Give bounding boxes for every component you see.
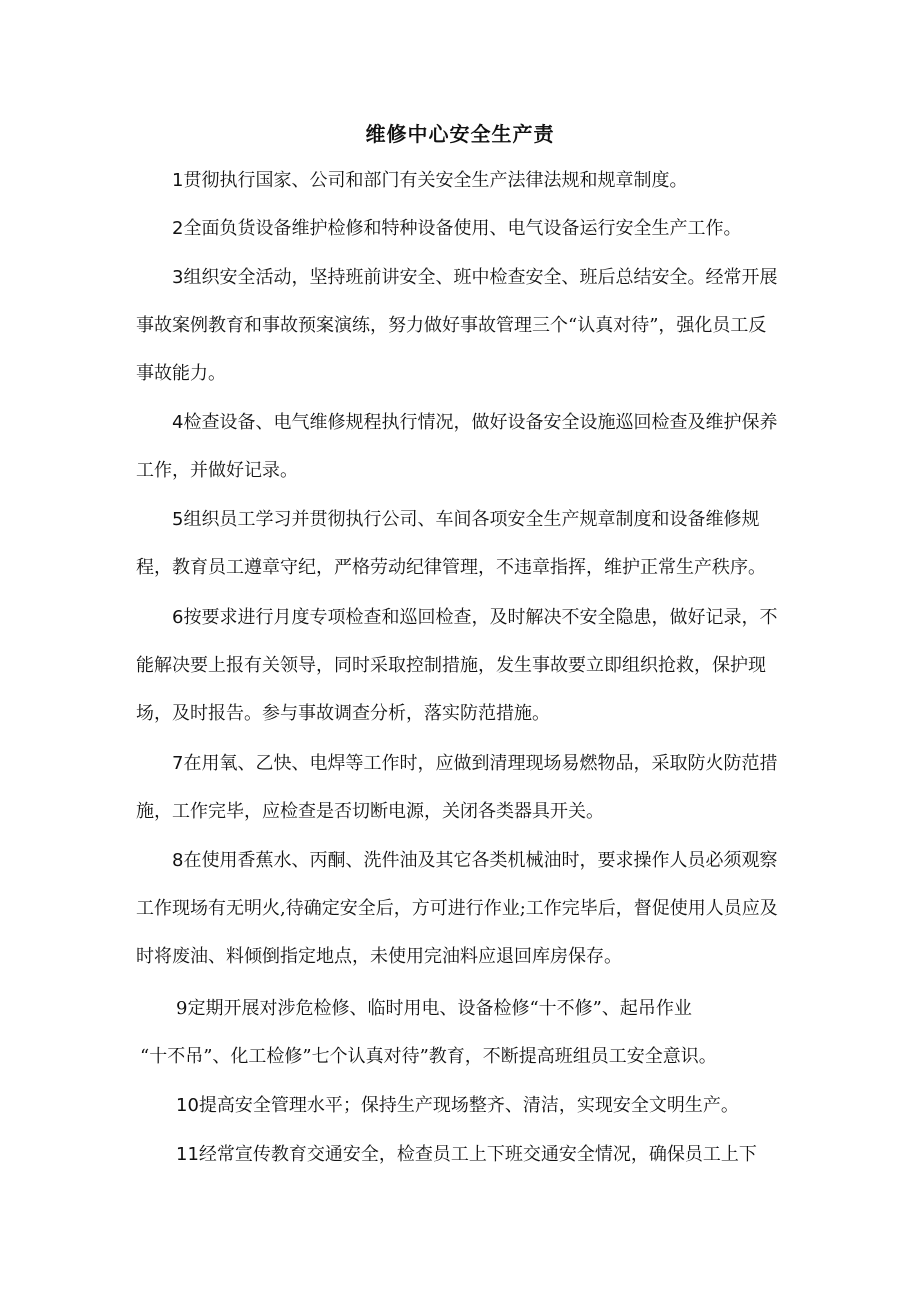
item-text: 全面负货设备维护检修和特种设备使用、电气设备运行安全生产工作。 <box>183 218 742 239</box>
item-text: 经常宣传教育交通安全，检查员工上下班交通安全情况，确保员工上下 <box>198 1144 757 1165</box>
item-number: 6 <box>172 607 184 628</box>
list-item <box>136 594 784 738</box>
item-number: 11 <box>176 1144 199 1165</box>
item-text: 组织安全活动，坚持班前讲安全、班中检查安全、班后总结安全。经常开展事故案例教育和事故预案演练，努力做好事故管理三个“认真对待”，强化员工反事故能力。 <box>136 267 778 384</box>
item-text: 检查设备、电气维修规程执行情况，做好设备安全设施巡回检查及维护保养工作，并做好记录。 <box>136 412 778 481</box>
item-number: 10 <box>176 1095 199 1116</box>
list-item <box>136 157 784 205</box>
item-text: 在使用香蕉水、丙酮、洗件油及其它各类机械油时，要求操作人员必须观察工作现场有无明火,待确定安全后，方可进行作业;工作完毕后，督促使用人员应及时将废油、料倾倒指定地点，未使用完油料应退回库房保存。 <box>136 850 778 967</box>
list-item <box>136 1131 784 1179</box>
list-item <box>136 1082 784 1130</box>
item-number: 5 <box>172 509 184 530</box>
item-text: 提高安全管理水平；保持生产现场整齐、清洁，实现安全文明生产。 <box>198 1095 739 1116</box>
item-number: 2 <box>172 218 184 239</box>
list-item <box>136 837 784 981</box>
item-text: 按要求进行月度专项检查和巡回检查，及时解决不安全隐患，做好记录，不能解决要上报有关领导，同时采取控制措施，发生事故要立即组织抢救，保护现场，及时报告。参与事故调查分析，落实防范措施。 <box>136 607 778 724</box>
item-number: 8 <box>172 850 184 871</box>
item-text-continued: “十不吊”、化工检修”七个认真对待”教育，不断提高班组员工安全意识。 <box>140 1046 717 1067</box>
list-item <box>136 496 784 592</box>
list-item <box>136 740 784 836</box>
item-number: 3 <box>172 267 184 288</box>
list-item <box>136 985 796 1081</box>
item-number: 7 <box>172 753 184 774</box>
item-number: 4 <box>172 412 184 433</box>
item-line-1 <box>136 985 796 1033</box>
page-title: 维修中心安全生产责 <box>365 122 555 146</box>
list-item <box>136 205 784 253</box>
list-item <box>136 399 784 495</box>
item-number: 9 <box>176 998 188 1019</box>
item-text: 在用氧、乙快、电焊等工作时，应做到清理现场易燃物品，采取防火防范措施，工作完毕，应检查是否切断电源，关闭各类器具开关。 <box>136 753 778 822</box>
item-text: 组织员工学习并贯彻执行公司、车间各项安全生产规章制度和设备维修规程，教育员工遵章守纪，严格劳动纪律管理，不违章指挥，维护正常生产秩序。 <box>136 509 766 578</box>
item-text: 贯彻执行国家、公司和部门有关安全生产法律法规和规章制度。 <box>183 170 688 191</box>
item-number: 1 <box>172 170 184 191</box>
item-text: 定期开展对涉危检修、临时用电、设备检修“十不修”、起吊作业 <box>187 998 692 1019</box>
list-item <box>136 254 784 398</box>
